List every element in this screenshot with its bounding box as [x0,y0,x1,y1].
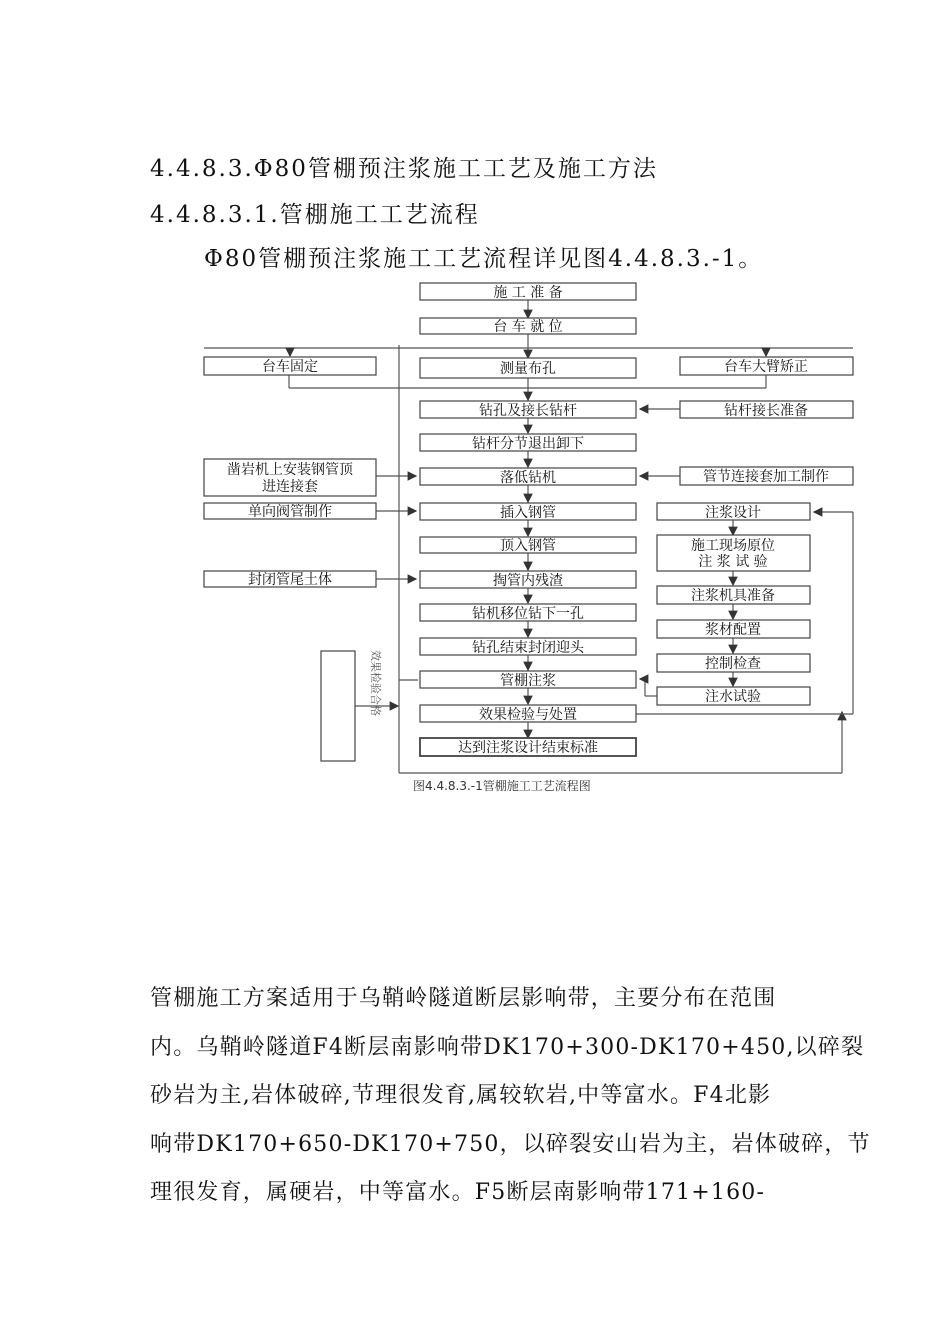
side-tall-box [321,651,355,761]
step-clear-pipe: 掏管内残渣 [493,573,563,589]
grout-field-test-1: 施工现场原位 [691,538,775,554]
step-prepare: 施 工 准 备 [493,285,563,301]
figure-caption: 图4.4.8.3.-1管棚施工工艺流程图 [413,779,591,793]
intro-text: Φ80管棚预注浆施工工艺流程详见图4.4.8.3.-1。 [204,246,764,272]
vertical-note: 效果检验合格 [369,650,382,716]
step-push-pipe: 顶入钢管 [500,538,556,554]
step-trolley-in-place: 台 车 就 位 [493,319,563,335]
left-seal-tail: 封闭管尾土体 [248,572,332,588]
grout-material: 浆材配置 [705,622,761,638]
left-check-valve: 单向阀管制作 [248,504,332,520]
step-reach-standard: 达到注浆设计结束标准 [458,740,598,756]
step-seal-face: 钻孔结束封闭迎头 [472,640,584,656]
step-retract-rod: 钻杆分节退出卸下 [472,436,584,452]
right-rod-prepare: 钻杆接长准备 [724,403,808,419]
grout-control-check: 控制检查 [705,656,761,672]
body-line: 理很发育，属硬岩，中等富水。F5断层南影响带171+160- [150,1180,766,1205]
body-line: 响带DK170+650-DK170+750，以碎裂安山岩为主，岩体破碎，节 [150,1131,871,1157]
right-sleeve-make: 管节连接套加工制作 [703,469,829,485]
section-heading: 4.4.8.3.Φ80管棚预注浆施工工艺及施工方法 [150,156,658,182]
step-measure-holes: 测量布孔 [500,361,556,377]
left-mount-pipe-1: 凿岩机上安装钢管顶 [227,462,353,478]
step-grouting: 管棚注浆 [500,673,556,689]
grout-design: 注浆设计 [705,505,761,521]
grout-field-test-2: 注 浆 试 验 [698,554,768,570]
grout-water-test: 注水试验 [705,689,761,705]
step-effect-check: 效果检验与处置 [479,707,577,723]
step-move-drill: 钻机移位钻下一孔 [472,606,584,622]
body-line: 内。乌鞘岭隧道F4断层南影响带DK170+300-DK170+450,以碎裂 [150,1034,865,1060]
step-lower-drill: 落低钻机 [500,470,556,486]
body-paragraph [150,975,871,1218]
subsection-heading: 4.4.8.3.1.管棚施工工艺流程 [150,202,480,228]
left-mount-pipe-2: 进连接套 [262,479,318,495]
left-fix-trolley: 台车固定 [262,359,318,375]
body-line: 砂岩为主,岩体破碎,节理很发育,属较软岩,中等富水。F4北影 [150,1083,772,1108]
step-drilling: 钻孔及接长钻杆 [479,403,577,419]
step-insert-pipe: 插入钢管 [500,505,556,521]
right-boom-correct: 台车大臂矫正 [724,359,808,375]
body-line: 管棚施工方案适用于乌鞘岭隧道断层影响带，主要分布在范围 [150,986,777,1011]
grout-equipment: 注浆机具准备 [691,588,775,604]
